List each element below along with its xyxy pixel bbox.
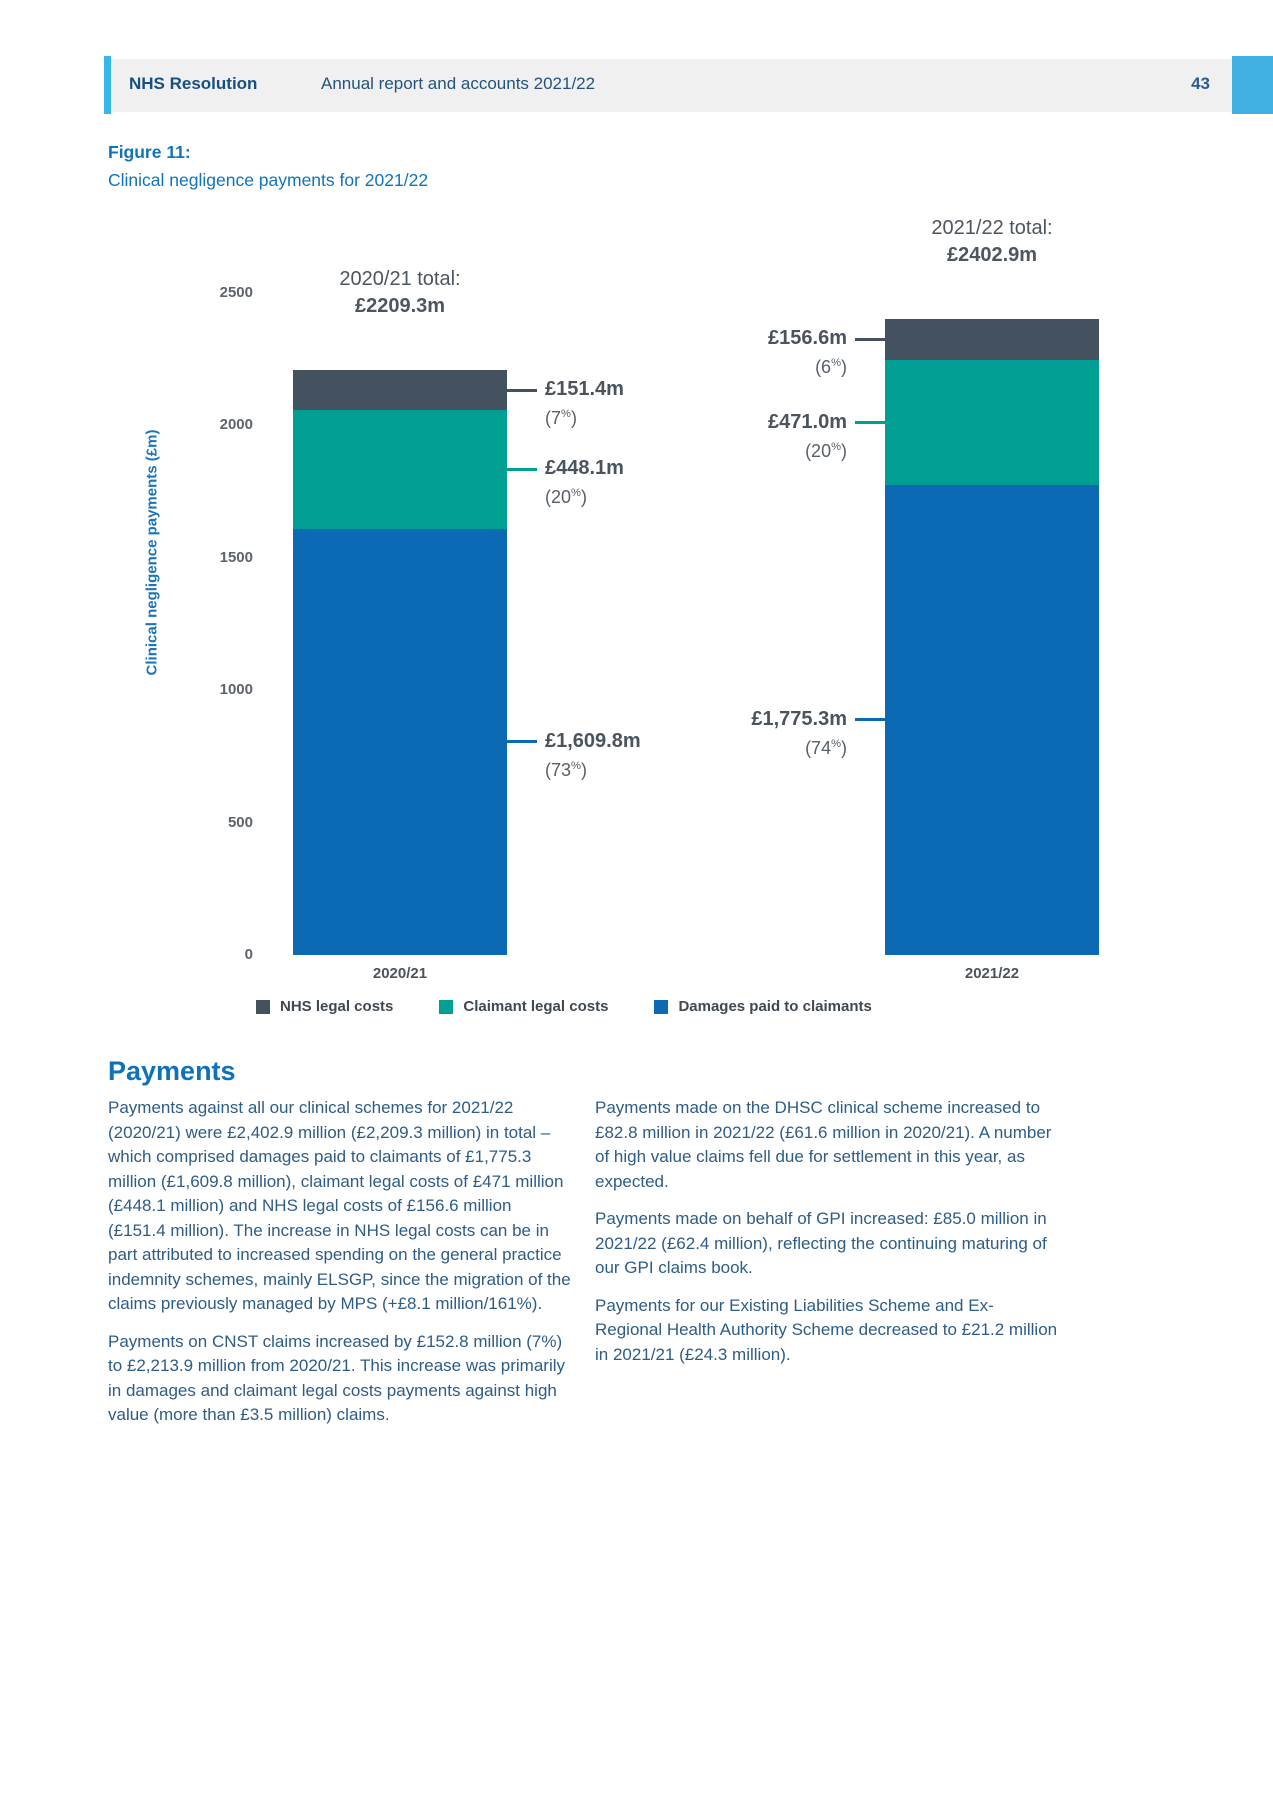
figure-caption: Clinical negligence payments for 2021/22 xyxy=(108,170,429,190)
total-label-value: £2402.9m xyxy=(946,243,1038,266)
annotation-leader-line xyxy=(507,389,537,392)
y-axis-tick-label: 2000 xyxy=(219,416,253,434)
page-number: 43 xyxy=(1191,74,1210,93)
annotation-value: £1,775.3m xyxy=(751,707,847,730)
annotation-value: £156.6m xyxy=(768,327,847,350)
header-corner-block xyxy=(1232,56,1273,114)
paragraph: Payments made on the DHSC clinical scheme increased to £82.8 million in 2021/22 (£61.6 million in 2020/21). A number of high value claims fell due for settlement in this year, as expected. xyxy=(595,1098,1052,1191)
header-brand: NHS Resolution xyxy=(129,74,258,93)
annotation-percent: (74%) xyxy=(805,737,847,758)
legend-swatch-icon xyxy=(654,1000,668,1014)
annotation-percent: (6%) xyxy=(815,357,847,378)
paragraph: Payments on CNST claims increased by £152.8 million (7%) to £2,213.9 million from 2020/21. This increase was primarily in damages and claimant legal costs payments against high value (more than £3.5 million) claims. xyxy=(108,1331,566,1424)
payments-left-column xyxy=(108,1096,572,1441)
x-axis-label-2021/22: 2021/22 xyxy=(964,965,1020,982)
paragraph: Payments for our Existing Liabilities Scheme and Ex-Regional Health Authority Scheme decreased to £21.2 million in 2021/21 (£24.3 million). xyxy=(595,1295,1058,1364)
total-label-text: 2020/21 total: xyxy=(339,267,461,290)
legend-item xyxy=(439,998,608,1015)
stacked-bar-2020/21 xyxy=(293,370,507,955)
legend-item xyxy=(654,998,871,1015)
bar-segment xyxy=(293,410,507,529)
annotation-leader-line xyxy=(855,338,885,341)
header-bar xyxy=(111,59,1232,112)
annotation-leader-line xyxy=(855,421,885,424)
annotation-value: £1,609.8m xyxy=(545,729,641,752)
legend-label: Claimant legal costs xyxy=(463,998,609,1015)
segment-annotation xyxy=(617,325,847,379)
segment-annotation xyxy=(545,455,775,509)
bar-segment xyxy=(885,485,1099,955)
annotation-leader-line xyxy=(507,740,537,743)
bar-segment xyxy=(885,319,1099,360)
total-label-value: £2209.3m xyxy=(354,294,446,317)
annotation-percent: (73%) xyxy=(545,759,587,780)
chart-legend xyxy=(256,998,872,1015)
segment-annotation xyxy=(617,706,847,760)
y-axis-tick-label: 1500 xyxy=(219,548,253,566)
bar-segment xyxy=(293,370,507,410)
annotation-percent: (7%) xyxy=(545,408,577,429)
legend-item xyxy=(256,998,393,1015)
header-report-title: Annual report and accounts 2021/22 xyxy=(321,74,596,93)
x-axis-label-2020/21: 2020/21 xyxy=(372,965,428,982)
annotation-percent: (20%) xyxy=(805,440,847,461)
annotation-value: £471.0m xyxy=(768,410,847,433)
clinical-negligence-payments-chart xyxy=(108,210,1118,1040)
y-axis-title: Clinical negligence payments (£m) xyxy=(143,429,161,676)
header-accent-bar xyxy=(104,56,111,114)
bar-total-label xyxy=(842,215,1142,269)
annotation-leader-line xyxy=(507,468,537,471)
legend-swatch-icon xyxy=(256,1000,270,1014)
annotation-percent: (20%) xyxy=(545,487,587,508)
y-axis-tick-label: 500 xyxy=(227,813,253,831)
bar-segment xyxy=(293,529,507,955)
annotation-value: £151.4m xyxy=(545,378,624,401)
payments-heading: Payments xyxy=(108,1056,236,1086)
legend-label: NHS legal costs xyxy=(280,998,394,1015)
total-label-text: 2021/22 total: xyxy=(931,216,1053,239)
y-axis-tick-label: 1000 xyxy=(219,681,253,699)
segment-annotation xyxy=(617,409,847,463)
stacked-bar-2021/22 xyxy=(885,319,1099,955)
figure-label: Figure 11: xyxy=(108,142,191,162)
legend-label: Damages paid to claimants xyxy=(678,998,872,1015)
bar-segment xyxy=(885,360,1099,485)
payments-right-column xyxy=(595,1096,1059,1380)
legend-swatch-icon xyxy=(439,1000,453,1014)
paragraph: Payments made on behalf of GPI increased: £85.0 million in 2021/22 (£62.4 million), reflecting the continuing maturing of our GPI claims book. xyxy=(595,1209,1047,1277)
y-axis-tick-label: 0 xyxy=(244,946,253,963)
annotation-value: £448.1m xyxy=(545,457,624,480)
bar-total-label xyxy=(250,266,550,320)
paragraph: Payments against all our clinical schemes for 2021/22 (2020/21) were £2,402.9 million (£2,209.3 million) in total – which comprised damages paid to claimants of £1,775.3 million (£1,609.8 million), claimant legal costs of £471 million (£448.1 million) and NHS legal costs of £156.6 million (£151.4 million). The increase in NHS legal costs can be in part attributed to increased spending on the general practice indemnity schemes, mainly ELSGP, since the migration of the claims previously managed by MPS (+£8.1 million/161%). xyxy=(108,1098,571,1313)
y-axis-tick-label: 2500 xyxy=(219,284,253,301)
annotation-leader-line xyxy=(855,718,885,721)
